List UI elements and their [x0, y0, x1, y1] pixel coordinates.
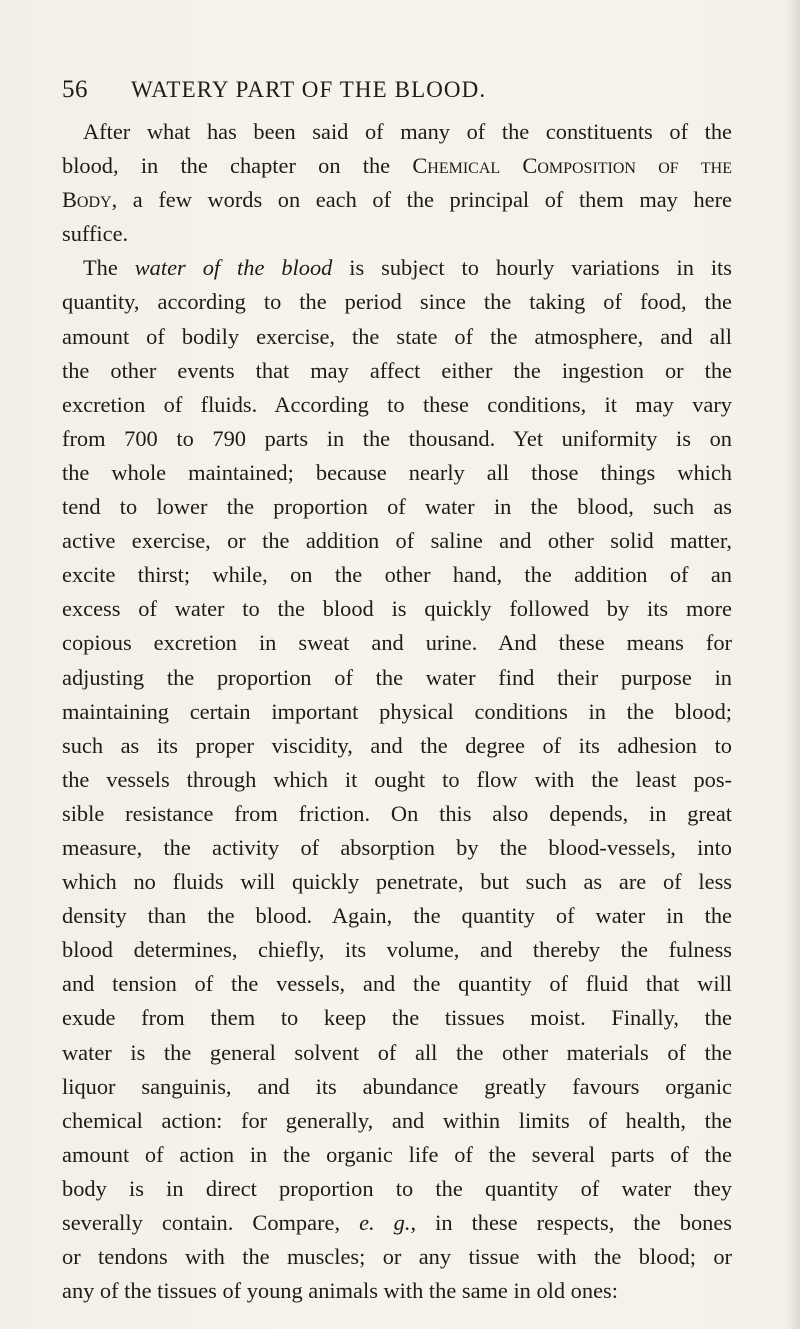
text-segment: copious excretion in sweat and urine. And these means for — [62, 630, 732, 656]
text-segment: severally contain. Compare, — [62, 1210, 360, 1235]
text-line — [62, 251, 732, 285]
text-segment: blood determines, chiefly, its volume, and thereby the fulness — [62, 937, 732, 963]
text-segment: excretion of fluids. According to these conditions, it may vary — [62, 391, 732, 417]
page-edge-shadow — [786, 0, 800, 1329]
text-segment: The — [83, 255, 135, 281]
running-title: WATERY PART OF THE BLOOD. — [131, 77, 487, 102]
text-line — [62, 626, 732, 660]
text-line — [62, 1036, 732, 1070]
text-line — [62, 320, 732, 354]
text-line — [62, 1240, 732, 1274]
text-line — [62, 661, 732, 695]
text-line — [62, 1070, 732, 1104]
text-segment: body is in direct proportion to the quantity of water they — [62, 1175, 732, 1201]
text-segment: the whole maintained; because nearly all those things which — [62, 459, 732, 485]
text-segment: amount of bodily exercise, the state of the atmosphere, and all — [62, 323, 732, 349]
text-segment: maintaining certain important physical conditions in the blood; — [62, 698, 732, 724]
text-line — [62, 524, 732, 558]
text-line — [62, 1001, 732, 1035]
text-segment: sible resistance from friction. On this also depends, in great — [62, 800, 732, 826]
text-line — [62, 592, 732, 626]
text-segment: adjusting the proportion of the water find their purpose in — [62, 664, 732, 690]
text-line — [62, 967, 732, 1001]
text-segment: tend to lower the proportion of water in the blood, such as — [62, 494, 732, 520]
text-segment: liquor sanguinis, and its abundance greatly favours organic — [62, 1073, 732, 1099]
text-line — [62, 422, 732, 456]
text-line — [62, 1104, 732, 1138]
text-line — [62, 354, 732, 388]
italic-text: water of the blood — [134, 255, 333, 281]
text-segment: the vessels through which it ought to flow with the least pos- — [62, 766, 732, 792]
text-segment: suffice. — [62, 221, 129, 247]
text-segment: excess of water to the blood is quickly followed by its more — [62, 596, 732, 622]
text-segment: which no fluids will quickly penetrate, but such as are of less — [62, 869, 732, 895]
text-line — [62, 456, 732, 490]
text-segment: chemical action: for generally, and within limits of health, the — [62, 1107, 732, 1133]
text-segment: measure, the activity of absorption by the blood-vessels, into — [62, 834, 732, 860]
text-segment: active exercise, or the addition of saline and other solid matter, — [62, 528, 732, 554]
text-segment: excite thirst; while, on the other hand, the addition of an — [62, 562, 732, 588]
page-number: 56 — [62, 76, 88, 103]
small-caps-text: Body — [62, 187, 112, 213]
text-line — [62, 285, 732, 319]
text-segment: , a few words on each of the principal of them may here — [111, 187, 732, 213]
text-segment: , in these respects, the bones — [410, 1210, 732, 1235]
text-line — [62, 1172, 732, 1206]
text-line — [62, 763, 732, 797]
text-segment: After what has been said of many of the constituents of the — [83, 119, 732, 144]
text-segment: any of the tissues of young animals with the same in old ones: — [62, 1278, 618, 1304]
text-segment: quantity, according to the period since the taking of food, the — [62, 289, 732, 315]
text-line — [62, 899, 732, 933]
text-line — [62, 865, 732, 899]
text-segment: exude from them to keep the tissues moist. Finally, the — [62, 1005, 732, 1031]
text-line — [62, 115, 732, 149]
text-line — [62, 217, 732, 251]
text-segment: density than the blood. Again, the quantity of water in the — [62, 903, 732, 929]
text-line — [62, 558, 732, 592]
italic-text: e. g. — [359, 1210, 411, 1235]
text-line — [62, 831, 732, 865]
text-segment: the other events that may affect either the ingestion or the — [62, 357, 732, 383]
text-line — [62, 1274, 732, 1308]
text-segment: and tension of the vessels, and the quantity of fluid that will — [62, 971, 732, 997]
text-line — [62, 729, 732, 763]
text-line — [62, 149, 732, 183]
text-line — [62, 183, 732, 217]
text-segment: amount of action in the organic life of the several parts of the — [62, 1141, 732, 1167]
small-caps-text: Chemical Composition of the — [412, 153, 732, 179]
body-text — [62, 115, 732, 1308]
text-segment: or tendons with the muscles; or any tissue with the blood; or — [62, 1244, 732, 1270]
text-segment: blood, in the chapter on the — [62, 153, 413, 179]
text-line — [62, 490, 732, 524]
text-segment: is subject to hourly variations in its — [332, 255, 732, 281]
text-segment: such as its proper viscidity, and the degree of its adhesion to — [62, 732, 732, 758]
text-segment: water is the general solvent of all the other materials of the — [62, 1039, 732, 1065]
text-line — [62, 1206, 732, 1240]
text-line — [62, 933, 732, 967]
text-line — [62, 695, 732, 729]
text-line — [62, 1138, 732, 1172]
text-line — [62, 388, 732, 422]
text-line — [62, 797, 732, 831]
page-header — [62, 73, 722, 107]
text-segment: from 700 to 790 parts in the thousand. Yet uniformity is on — [62, 425, 732, 451]
